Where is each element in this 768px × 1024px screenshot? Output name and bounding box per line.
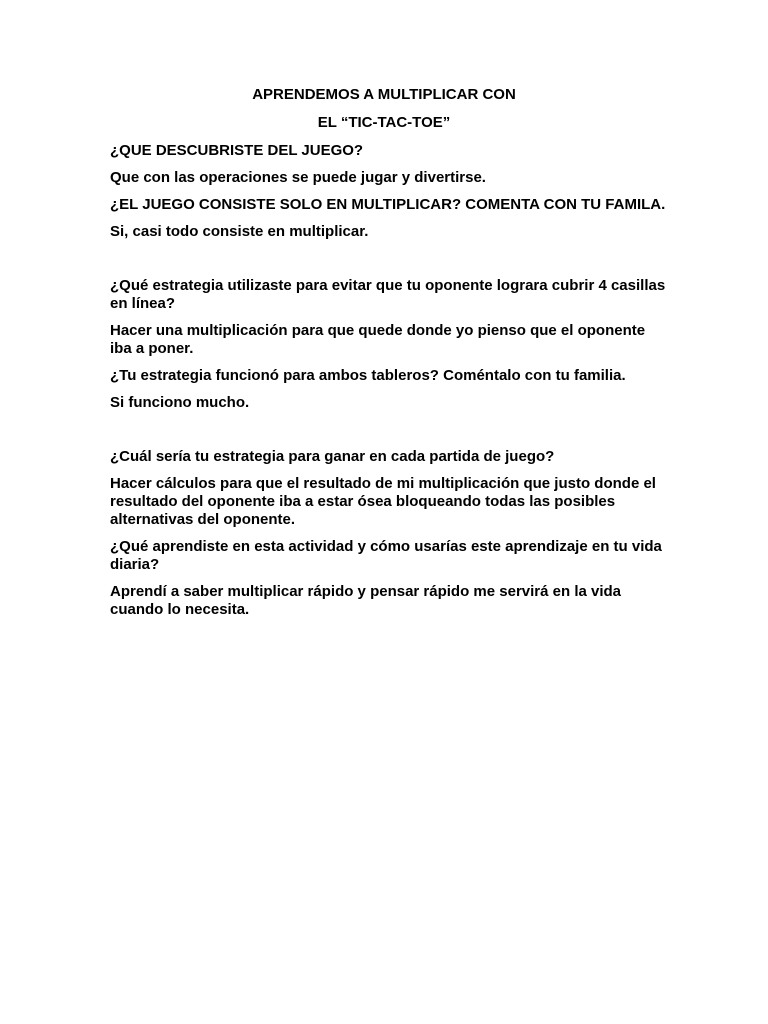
- answer-both-boards: Si funciono mucho.: [110, 394, 250, 411]
- answer-learning: Aprendí a saber multiplicar rápido y pensar rápido me servirá en la vida cuando lo necesita.: [110, 583, 622, 618]
- question-learning: ¿Qué aprendiste en esta actividad y cómo usarías este aprendizaje en tu vida diaria?: [110, 538, 662, 573]
- section-spacer: [110, 250, 670, 277]
- answer-winning-strategy: Hacer cálculos para que el resultado de mi multiplicación que justo donde el resultado del oponente iba a estar ósea bloqueando todas las posibles alternativas del oponente.: [110, 475, 656, 528]
- answer-discovery: Que con las operaciones se puede jugar y divertirse.: [110, 169, 486, 186]
- question-only-multiply: ¿EL JUEGO CONSISTE SOLO EN MULTIPLICAR? COMENTA CON TU FAMILA.: [110, 196, 666, 213]
- answer-only-multiply: Si, casi todo consiste en multiplicar.: [110, 223, 369, 240]
- section-spacer: [110, 421, 670, 448]
- question-both-boards: ¿Tu estrategia funcionó para ambos tableros? Coméntalo con tu familia.: [110, 367, 626, 384]
- question-strategy-block: ¿Qué estrategia utilizaste para evitar que tu oponente lograra cubrir 4 casillas en línea?: [110, 277, 666, 312]
- question-discovery: ¿QUE DESCUBRISTE DEL JUEGO?: [110, 142, 364, 159]
- answer-strategy-block: Hacer una multiplicación para que quede donde yo pienso que el oponente iba a poner.: [110, 322, 646, 357]
- question-winning-strategy: ¿Cuál sería tu estrategia para ganar en cada partida de juego?: [110, 448, 555, 465]
- document-body: [110, 142, 670, 628]
- title-line-1: APRENDEMOS A MULTIPLICAR CON: [252, 86, 516, 103]
- title-line-2: EL “TIC-TAC-TOE”: [317, 114, 451, 131]
